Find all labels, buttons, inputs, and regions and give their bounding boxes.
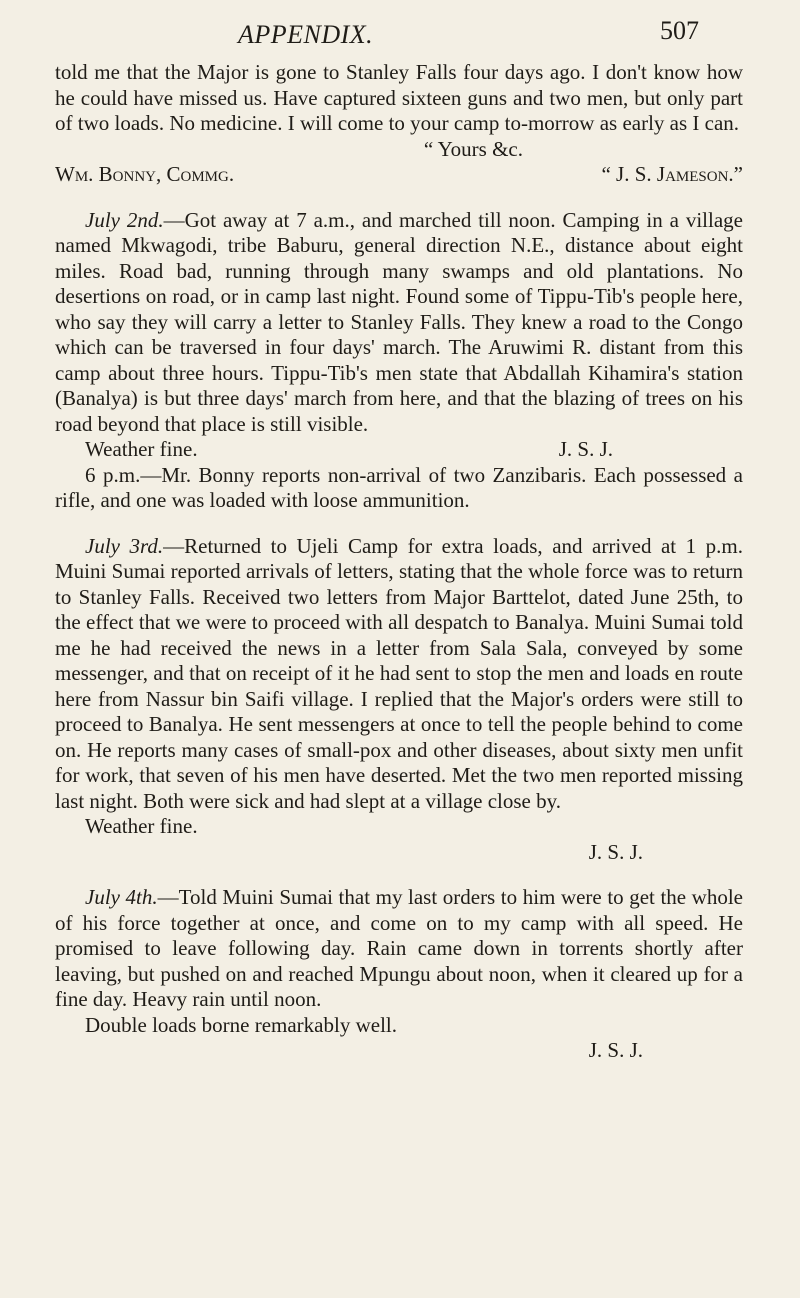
weather-row	[55, 437, 743, 463]
entry-text: —Got away at 7 a.m., and marched till noon. Camping in a village named Mkwagodi, tribe Baburu, general direction N.E., distance about eight miles. Road bad, running through many swamps and old plantations. No desertions on road, or in camp last night. Found some of Tippu-Tib's people here, who say they will carry a letter to Stanley Falls. They knew a road to the Congo which can be traversed in four days' march. The Aruwimi R. distant from this camp about three hours. Tippu-Tib's men state that Abdallah Kihamira's station (Banalya) is but three days' march from here, and that the blazing of trees on his road beyond that place is still visible.	[55, 207, 743, 436]
diary-entry-july-2	[55, 208, 743, 438]
weather-note: Weather fine.	[85, 814, 198, 838]
page-number: 507	[660, 16, 699, 45]
letter-addressee: Wm. Bonny, Commg.	[55, 162, 235, 186]
entry-text: —Returned to Ujeli Camp for extra loads, and arrived at 1 p.m. Muini Sumai reported arrivals of letters, stating that the whole force was to return to Stanley Falls. Received two letters from Major Barttelot, dated June 25th, to the effect that we were to proceed with all despatch to Banalya. Muini Sumai told me he had received the news in a letter from Sala Sala, conveyed by some messenger, and that on receipt of it he had sent to stop the men and loads en route here from Nassur bin Saifi village. I replied that the Major's orders were still to proceed to Banalya. He sent messengers at once to tell the people behind to come on. He reports many cases of small-pox and other diseases, about sixty men unfit for work, that seven of his men have deserted. Met the two men reported missing last night. Both were sick and had slept at a village close by.	[55, 533, 743, 813]
entry-note: Double loads borne remarkably well.	[85, 1012, 397, 1037]
entry-signature: J. S. J.	[588, 1038, 643, 1062]
page-body	[55, 60, 743, 1064]
entry-signature: J. S. J.	[558, 437, 613, 461]
entry-text: —Told Muini Sumai that my last orders to him were to get the whole of his force together at once, and come on to my camp with all speed. He promised to leave following day. Rain came down in torrents shortly after leaving, but pushed on and reached Mpungu about noon, when it cleared up for a fine day. Heavy rain until noon.	[55, 885, 743, 1011]
weather-note: Weather fine.	[85, 437, 198, 461]
letter-signature-row	[55, 162, 743, 188]
letter-body: told me that the Major is gone to Stanley Falls four days ago. I don't know how he could have missed us. Have captured sixteen guns and two men, but only part of two loads. No medicine. I will come to your camp to-morrow as early as I can.	[55, 60, 743, 135]
entry-date: July 3rd.	[85, 533, 164, 558]
diary-entry-july-4	[55, 885, 743, 1013]
running-head	[0, 14, 800, 54]
diary-entry-evening: 6 p.m.—Mr. Bonny reports non-arrival of two Zanzibaris. Each possessed a rifle, and one was loaded with loose ammunition.	[55, 462, 743, 512]
diary-entry-july-3	[55, 534, 743, 815]
entry-date: July 4th.	[85, 885, 158, 909]
letter-closing: “ Yours &c.	[423, 136, 523, 161]
running-head-title: APPENDIX.	[238, 20, 374, 49]
entry-date: July 2nd.	[85, 207, 164, 232]
letter-signature: “ J. S. Jameson.”	[601, 162, 743, 186]
entry-signature: J. S. J.	[588, 839, 643, 864]
